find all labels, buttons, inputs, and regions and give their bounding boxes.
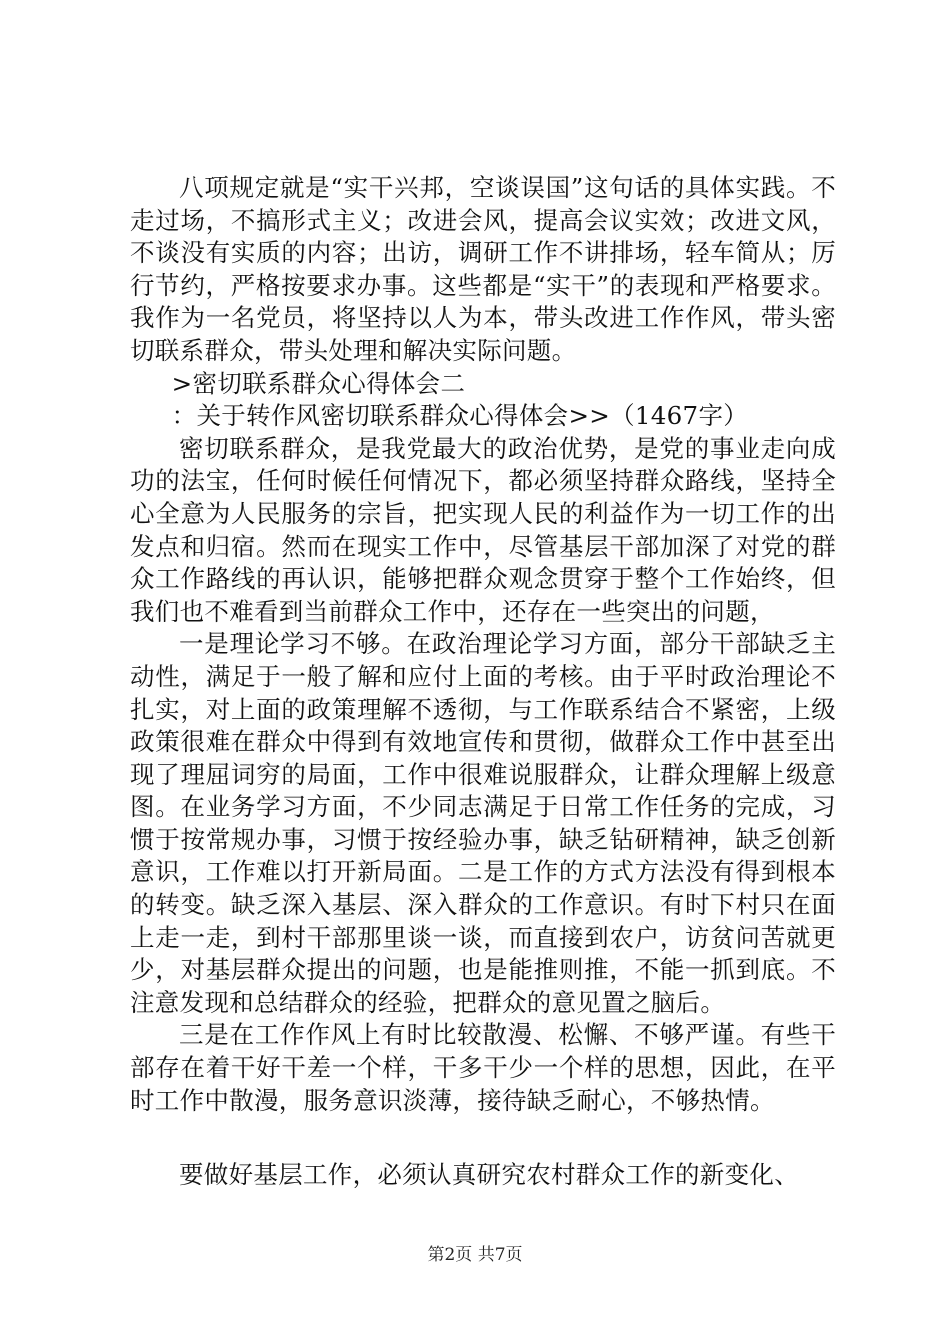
section-subheading: ：关于转作风密切联系群众心得体会>>（1467字）	[171, 401, 749, 431]
paragraph-eight-rules: 八项规定就是“实干兴邦，空谈误国”这句话的具体实践。不走过场，不搞形式主义；改进会风，提高会议实效；改进文风，不谈没有实质的内容；出访，调研工作不讲排场，轻车简从；厉行节约，严格按要求办事。这些都是“实干”的表现和严格要求。我作为一名党员，将坚持以人为本，带头改进工作作风，带头密切联系群众，带头处理和解决实际问题。	[130, 173, 836, 365]
page-footer: 第2页 共7页	[427, 1245, 523, 1265]
paragraph-problem-three: 三是在工作作风上有时比较散漫、松懈、不够严谨。有些干部存在着干好干差一个样，干多干少一个样的思想，因此，在平时工作中散漫，服务意识淡薄，接待缺乏耐心，不够热情。	[130, 1020, 836, 1115]
paragraph-grassroots-work: 要做好基层工作，必须认真研究农村群众工作的新变化、	[179, 1160, 799, 1190]
section-heading: >密切联系群众心得体会二	[171, 368, 466, 398]
document-body	[130, 172, 836, 1192]
paragraph-problem-one-two: 一是理论学习不够。在政治理论学习方面，部分干部缺乏主动性，满足于一般了解和应付上面的考核。由于平时政治理论不扎实，对上面的政策理解不透彻，与工作联系结合不紧密，上级政策很难在群众中得到有效地宣传和贯彻，做群众工作中甚至出现了理屈词穷的局面，工作中很难说服群众，让群众理解上级意图。在业务学习方面，不少同志满足于日常工作任务的完成，习惯于按常规办事，习惯于按经验办事，缺乏钻研精神，缺乏创新意识，工作难以打开新局面。二是工作的方式方法没有得到根本的转变。缺乏深入基层、深入群众的工作意识。有时下村只在面上走一走，到村干部那里谈一谈，而直接到农户，访贫问苦就更少，对基层群众提出的问题，也是能推则推，不能一抓到底。不注意发现和总结群众的经验，把群众的意见置之脑后。	[130, 629, 836, 1017]
paragraph-mass-line: 密切联系群众，是我党最大的政治优势，是党的事业走向成功的法宝，任何时候任何情况下，都必须坚持群众路线，坚持全心全意为人民服务的宗旨，把实现人民的利益作为一切工作的出发点和归宿。然而在现实工作中，尽管基层干部加深了对党的群众工作路线的再认识，能够把群众观念贯穿于整个工作始终，但我们也不难看到当前群众工作中，还存在一些突出的问题，	[130, 433, 836, 626]
